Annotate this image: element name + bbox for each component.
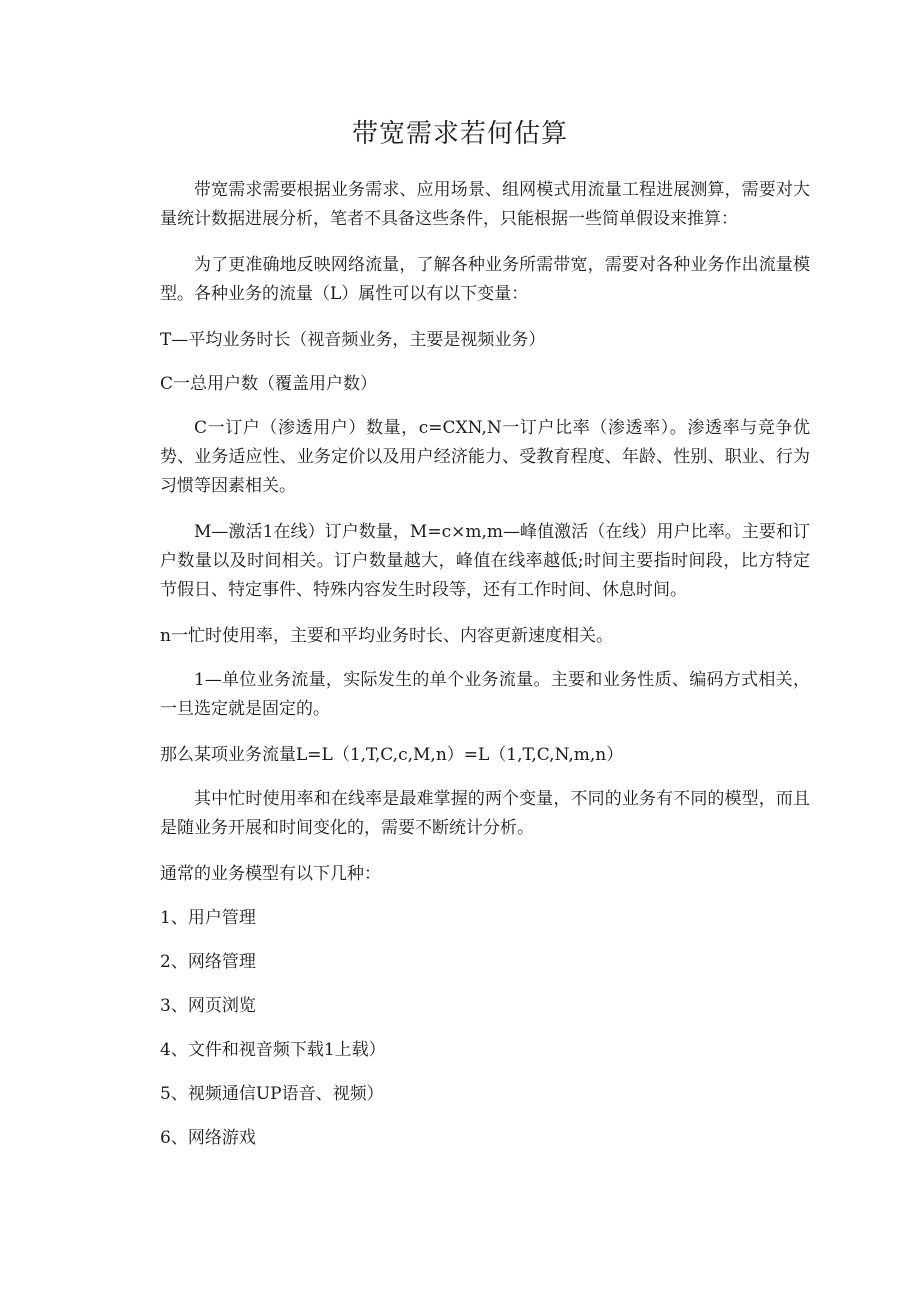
variable-n-busy: n一忙时使用率，主要和平均业务时长、内容更新速度相关。 bbox=[160, 626, 613, 646]
variable-c-subscribers: C一订户（渗透用户）数量，c=CXN,N一订户比率（渗透率）。渗透率与竞争优势、业务适应性、业务定价以及用户经济能力、受教育程度、年龄、性别、职业、行为习惯等因素相关。 bbox=[160, 418, 810, 496]
paragraph-traffic-model: 为了更准确地反映网络流量，了解各种业务所需带宽，需要对各种业务作出流量模型。各种业务的流量（L）属性可以有以下变量： bbox=[160, 255, 810, 304]
paragraph-hard-variables: 其中忙时使用率和在线率是最难掌握的两个变量，不同的业务有不同的模型，而且是随业务开展和时间变化的，需要不断统计分析。 bbox=[160, 789, 810, 838]
variable-m-active: M—激活1在线）订户数量，M=c×m,m—峰值激活（在线）用户比率。主要和订户数量以及时间相关。订户数量越大，峰值在线率越低;时间主要指时间段，比方特定节假日、特定事件、特殊内容发生时段等，还有工作时间、休息时间。 bbox=[160, 522, 810, 600]
list-item: 6、网络游戏 bbox=[160, 1128, 256, 1148]
list-item: 1、用户管理 bbox=[160, 908, 256, 928]
variable-l-unit: 1—单位业务流量，实际发生的单个业务流量。主要和业务性质、编码方式相关，一旦选定就是固定的。 bbox=[160, 670, 810, 719]
list-item: 4、文件和视音频下载1上载） bbox=[160, 1040, 386, 1060]
list-item: 3、网页浏览 bbox=[160, 996, 256, 1016]
list-item: 5、视频通信UP语音、视频） bbox=[160, 1084, 384, 1104]
document-title: 带宽需求若何估算 bbox=[351, 119, 568, 149]
paragraph-intro: 带宽需求需要根据业务需求、应用场景、组网模式用流量工程进展测算，需要对大量统计数据进展分析，笔者不具备这些条件，只能根据一些简单假设来推算： bbox=[160, 180, 810, 229]
list-item: 2、网络管理 bbox=[160, 952, 256, 972]
variable-c-total: C一总用户数（覆盖用户数） bbox=[160, 374, 378, 394]
model-list bbox=[160, 904, 810, 1153]
document-body bbox=[160, 176, 810, 1168]
formula-line: 那么某项业务流量L=L（1,T,C,c,M,n）=L（1,T,C,N,m,n） bbox=[160, 745, 624, 765]
variable-t: T—平均业务时长（视音频业务，主要是视频业务） bbox=[160, 330, 546, 350]
paragraph-models-intro: 通常的业务模型有以下几种： bbox=[160, 864, 381, 884]
